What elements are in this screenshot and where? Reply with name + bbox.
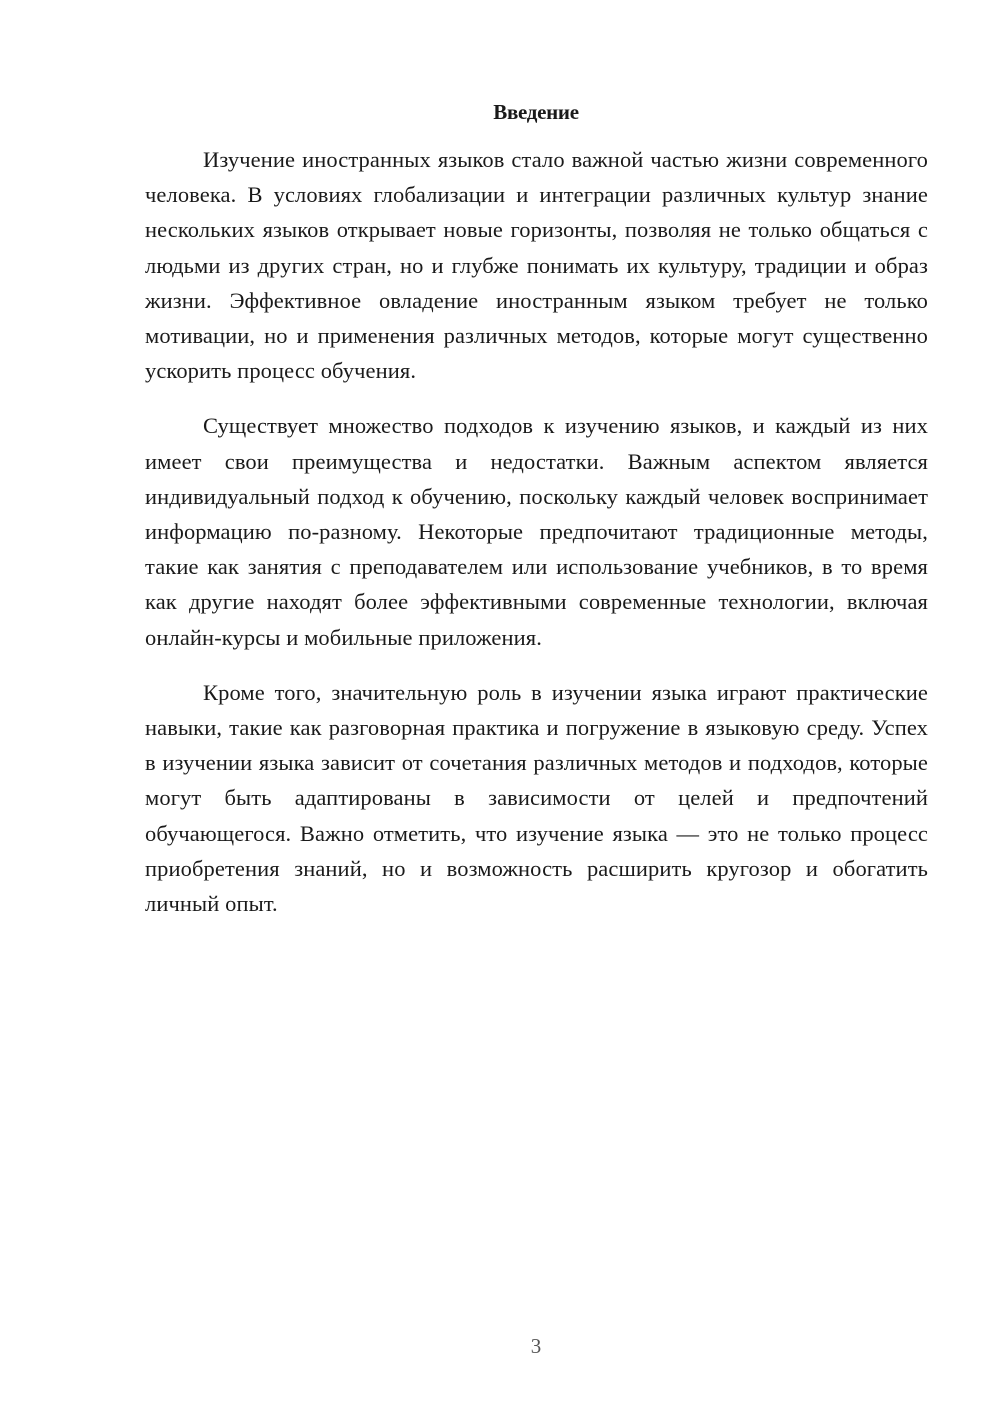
body-text <box>145 142 928 921</box>
paragraph-1: Изучение иностранных языков стало важной частью жизни современного человека. В условиях глобализации и интеграции различных культур знание нескольких языков открывает новые горизонты, позволяя не только общаться с людьми из других стран, но и глубже понимать их культуру, традиции и образ жизни. Эффективное овладение иностранным языком требует не только мотивации, но и применения различных методов, которые могут существенно ускорить процесс обучения. <box>145 147 928 384</box>
paragraph-3: Кроме того, значительную роль в изучении языка играют практические навыки, такие как разговорная практика и погружение в языковую среду. Успех в изучении языка зависит от сочетания различных методов и подходов, которые могут быть адаптированы в зависимости от целей и предпочтений обучающегося. Важно отметить, что изучение языка — это не только процесс приобретения знаний, но и возможность расширить кругозор и обогатить личный опыт. <box>145 679 928 917</box>
paragraph-2: Существует множество подходов к изучению языков, и каждый из них имеет свои преимущества и недостатки. Важным аспектом является индивидуальный подход к обучению, поскольку каждый человек воспринимает информацию по-разному. Некоторые предпочитают традиционные методы, такие как занятия с преподавателем или использование учебников, в то время как другие находят более эффективными современные технологии, включая онлайн-курсы и мобильные приложения. <box>145 413 928 650</box>
section-heading: Введение <box>493 100 579 124</box>
page-number: 3 <box>530 1334 542 1358</box>
